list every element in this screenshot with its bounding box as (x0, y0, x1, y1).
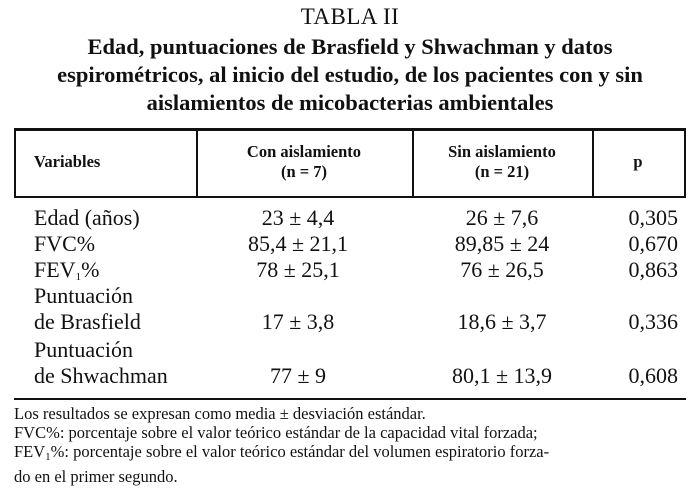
header-sin-line1: Sin aislamiento (448, 142, 556, 161)
row-sin-value: 76 ± 26,5 (460, 257, 544, 282)
row-label-line1: Puntuación (34, 283, 133, 308)
footnote-fev-sub: 1 (45, 451, 51, 463)
row-label: de Brasfield (34, 309, 141, 334)
row-label: Edad (años) (34, 205, 140, 230)
row-con-value: 85,4 ± 21,1 (247, 231, 349, 256)
row-p-value: 0,608 (628, 363, 678, 388)
header-con-aislamiento (196, 128, 412, 196)
table-bottom-rule (14, 398, 686, 400)
footnote-fev-pre: FEV (14, 442, 46, 461)
title-line-1: Edad, puntuaciones de Brasfield y Shwachman y datos (87, 34, 613, 59)
footnote-line (14, 442, 690, 467)
footnote-fev-post: %: porcentaje sobre el valor teórico estándar del volumen espiratorio forza- (50, 442, 550, 461)
header-p (592, 128, 684, 196)
row-p-value: 0,863 (628, 257, 678, 282)
table-caption: TABLA II (300, 4, 400, 29)
header-border-right (684, 128, 686, 198)
table-title (8, 33, 692, 117)
footnote-line: do en el primer segundo. (14, 467, 178, 486)
header-variables (14, 128, 196, 196)
header-sin-aislamiento (412, 128, 592, 196)
row-con-value: 23 ± 4,4 (261, 205, 335, 230)
title-line-3: aislamientos de micobacterias ambientales (146, 90, 554, 115)
header-con-line2: (n = 7) (280, 162, 328, 181)
row-label-pre: FEV (34, 257, 76, 282)
row-con-value: 78 ± 25,1 (256, 257, 340, 282)
header-con-line1: Con aislamiento (246, 142, 362, 161)
table-header-rule (14, 196, 686, 198)
row-sin-value: 89,85 ± 24 (454, 231, 550, 256)
row-p-value: 0,305 (628, 205, 678, 230)
header-p-label: p (633, 152, 643, 171)
row-label-post: % (81, 257, 100, 282)
row-sin-value: 26 ± 7,6 (465, 205, 539, 230)
footnote-line: FVC%: porcentaje sobre el valor teórico estándar de la capacidad vital forzada; (14, 423, 538, 442)
footnote-line: Los resultados se expresan como media ± desviación estándar. (14, 404, 426, 423)
row-con-value: 77 ± 9 (269, 363, 327, 388)
header-variables-label: Variables (34, 152, 101, 171)
row-label: de Shwachman (34, 363, 168, 388)
row-p-value: 0,336 (628, 309, 678, 334)
row-p-value: 0,670 (628, 231, 678, 256)
table-footnotes (14, 404, 690, 486)
row-con-value: 17 ± 3,8 (261, 309, 335, 334)
data-table (14, 128, 686, 400)
row-sin-value: 80,1 ± 13,9 (451, 363, 553, 388)
header-sin-line2: (n = 21) (474, 162, 530, 181)
row-label-line1: Puntuación (34, 337, 133, 362)
row-sin-value: 18,6 ± 3,7 (457, 309, 547, 334)
row-label: FVC% (34, 231, 96, 256)
title-line-2: espirométricos, al inicio del estudio, de los pacientes con y sin (57, 62, 643, 87)
row-label-sub: 1 (75, 271, 82, 283)
